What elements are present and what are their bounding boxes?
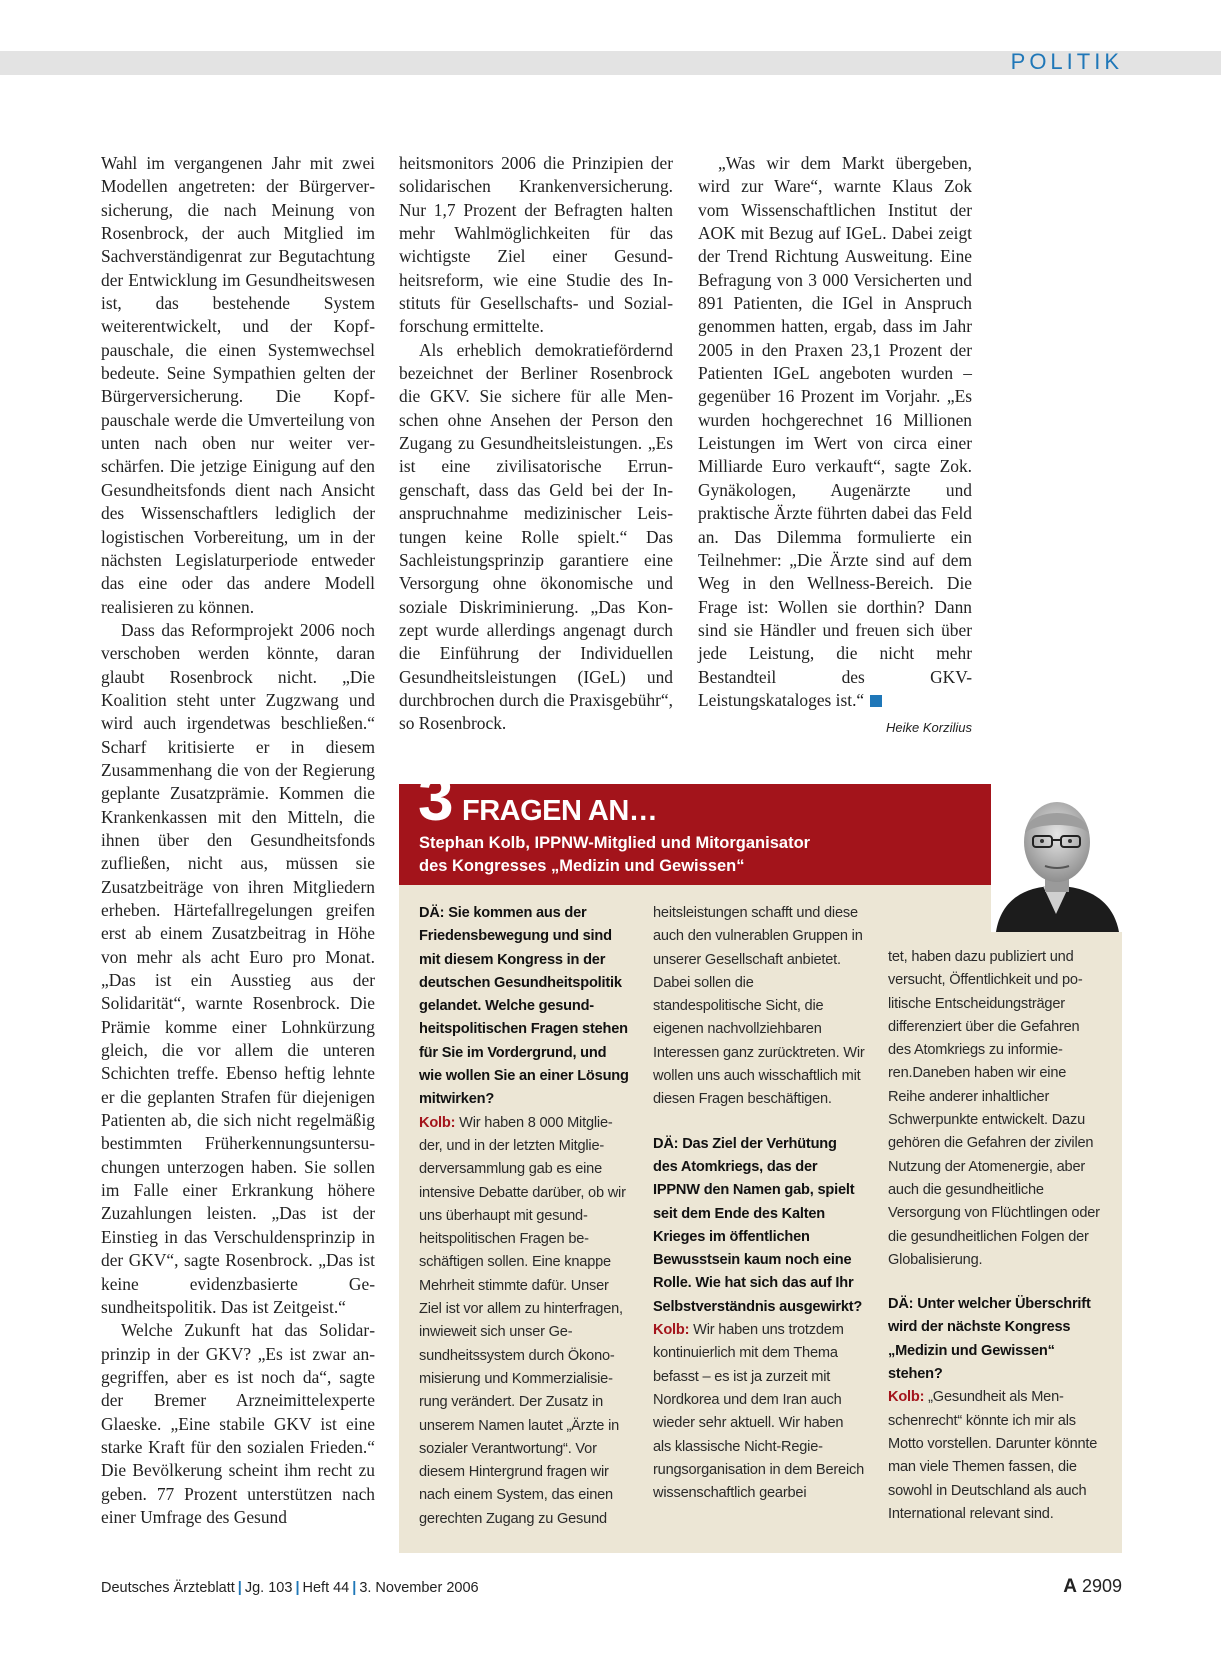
- interview-subtitle-line: des Kongresses „Medizin und Gewissen“: [419, 857, 745, 875]
- article-column-1: [101, 152, 375, 1529]
- footer-separator: |: [237, 1580, 242, 1596]
- interview-subtitle: [419, 832, 939, 878]
- page-number: [1063, 1576, 1122, 1598]
- interview-answer: [653, 1319, 865, 1505]
- journal-volume: Jg. 103: [244, 1580, 293, 1596]
- answer-text: „Gesundheit als Menschenrecht“ könnte ich mir als Motto vorstellen. Darunter könnte man viele Themen fassen, die sowohl in Deutschland als auch International relevant sind.: [888, 1389, 1098, 1522]
- page-number-value: 2909: [1081, 1576, 1122, 1596]
- footer-separator: |: [352, 1580, 357, 1596]
- page-prefix: A: [1063, 1576, 1077, 1597]
- interview-answer-continued: heitsleistungen schafft und diese auch den vulnerablen Gruppen in unserer Gesellschaft anbietet. Dabei sollen die standespolitische Sicht, die eigenen nachvollziehbaren Interessen ganz zurücktreten. Wir wollen uns auch wisschaftlich mit diesen Fragen beschäftigen.: [653, 905, 865, 1108]
- paragraph: heitsmonitors 2006 die Prinzipien der solidarischen Krankenversicherung. Nur 1,7 Prozent der Befragten halten mehr Wahlmöglichkeiten für das wichtigste Ziel einer Gesundheitsreform, wie eine Studie des Instituts für Gesellschafts- und Sozialforschung ermittelte.: [399, 153, 673, 337]
- paragraph: [698, 152, 972, 712]
- article-column-3: [698, 152, 972, 740]
- speaker-label: Kolb:: [653, 1322, 690, 1339]
- interview-subtitle-line: Stephan Kolb, IPPNW-Mitglied und Mitorganisator: [419, 834, 811, 852]
- interview-column-3: [888, 946, 1100, 1526]
- answer-text: Wir haben 8 000 Mitglieder, und in der letzten Mitgliederversammlung gab es eine intensive Debatte darüber, ob wir uns überhaupt mit gesundheitspolitischen Fragen beschäftigen sollen. Eine knappe Mehrheit stimmte dafür. Unser Ziel ist vor allem zu hinterfragen, inwieweit sich unser Gesundheitssystem durch Ökonomisierung und Kommerzialisierung verändert. Der Zusatz in unserem Namen lautet „Ärzte in sozialer Verantwortung“. Vor diesem Hintergrund fragen wir nach einem System, das einen gerechten Zugang zu Gesund: [419, 1114, 626, 1527]
- paragraph: Wahl im vergangenen Jahr mit zwei Modellen angetreten: der Bürgerversicherung, die nach Meinung von Rosenbrock, der auch Mitglied im Sachverständigenrat zur Begutachtung der Entwicklung im Gesundheitswesen ist, das bestehende System weiterentwickelt, und der Kopfpauschale, die einen Systemwechsel bedeute. Seine Sympathien gelten der Bürgerversicherung. Die Kopfpauschale werde die Umverteilung von unten nach oben nur weiter verschärfen. Die jetzige Einigung auf den Gesundheitsfonds dient nach Ansicht des Wissenschaftlers lediglich der logistischen Vorbereitung, um in der nächsten Legislaturperiode entweder das eine oder das andere Modell realisieren zu können.: [101, 153, 375, 617]
- interview-column-2: [653, 902, 865, 1505]
- interview-question: DÄ: Unter welcher Überschrift wird der nächste Kongress „Medizin und Gewissen“ stehen?: [888, 1296, 1091, 1383]
- paragraph: Dass das Reformprojekt 2006 noch verschoben werden könnte, daran glaubt Rosenbrock nicht. „Die Koalition steht unter Zugzwang und wird auch irgendetwas beschließen.“ Scharf kritisierte er in diesem Zusammenhang die von der Regierung geplante Zusatzprämie. Kommen die Krankenkassen mit den Mitteln, die ihnen über den Gesundheitsfonds zufließen, nicht aus, müssen sie Zusatzbeiträge von ihren Mitgliedern erheben. Härtefallregelungen greifen erst ab einem Zusatzbeitrag in Höhe von mehr als acht Euro pro Monat. „Das ist ein Ausstieg aus der Solidarität“, warnte Rosenbrock. Die Prämie komme einer Lohnkürzung gleich, die vor allem die unteren Schichten treffe. Ebenso heftig lehnte er die geplanten Strafen für diejenigen Patienten ab, die sich nicht regelmäßig bestimmten Früherkennungsuntersuchungen unterzogen haben. Sie sollen im Falle einer Erkrankung höhere Zuzahlungen leisten. „Das ist der Einstieg in das Verschuldensprinzip in der GKV“, sagte Rosenbrock. „Das ist keine evidenzbasierte Gesundheitspolitik. Das ist Zeitgeist.“: [101, 619, 375, 1317]
- speaker-label: Kolb:: [419, 1114, 456, 1131]
- answer-text: Wir haben uns trotzdem kontinuierlich mit dem Thema befasst – es ist ja zurzeit mit Nordkorea und dem Iran auch wieder sehr aktuell. Wir haben als klassische Nicht-Regierungsorganisation in dem Bereich wissenschaftlich gearbei: [653, 1322, 865, 1502]
- section-label: POLITIK: [1010, 49, 1123, 74]
- journal-name: Deutsches Ärzteblatt: [101, 1580, 235, 1596]
- interview-answer: [419, 1112, 631, 1531]
- paragraph-text: „Was wir dem Markt übergeben, wird zur Ware“, warnte Klaus Zok vom Wissenschaftlichen Institut der AOK mit Bezug auf IGeL. Dabei zeigt der Trend Richtung Ausweitung. Eine Befragung von 3 000 Versicherten und 891 Patienten, die IGel in Anspruch genommen hatten, ergab, dass im Jahr 2005 in den Praxen 23,1 Prozent der Patienten IGeL angeboten wurden – gegenüber 16 Prozent im Vorjahr. „Es wurden hochgerechnet 16 Millionen Leistungen im Wert von circa einer Milliarde Euro verkauft“, sagte Zok. Gynäkologen, Augenärzte und praktische Ärzte führten dabei das Feld an. Das Dilemma formulierte ein Teilnehmer: „Die Ärzte sind auf dem Weg in den Wellness-Bereich. Die Frage ist: Wollen sie dorthin? Dann sind sie Händler und freuen sich über jede Leistung, die nicht mehr Bestandteil des GKV-Leistungskataloges ist.“: [698, 153, 972, 710]
- interview-answer: [888, 1386, 1100, 1526]
- paragraph: Welche Zukunft hat das Solidarprinzip in der GKV? „Es ist zwar angegriffen, aber es ist noch da“, sagte der Bremer Arzneimittelexperte Glaeske. „Eine stabile GKV ist eine starke Kraft für den sozialen Frieden.“ Die Bevölkerung scheint ihm recht zu geben. 77 Prozent unterstützen nach einer Umfrage des Gesund: [101, 1320, 375, 1527]
- page-footer: [101, 1580, 479, 1596]
- portrait-photo: [991, 784, 1122, 932]
- end-of-article-square-icon: [870, 695, 882, 707]
- portrait-image: [991, 784, 1122, 932]
- interview-number: 3: [418, 762, 454, 834]
- publication-date: 3. November 2006: [359, 1580, 479, 1596]
- interview-column-1: [419, 902, 631, 1531]
- interview-question: DÄ: Sie kommen aus der Friedensbewegung und sind mit diesem Kongress in der deutschen Gesundheitspolitik gelandet. Welche gesundheitspolitischen Fragen stehen für Sie im Vordergrund, und wie wollen Sie an einer Lösung mitwirken?: [419, 905, 629, 1108]
- journal-issue: Heft 44: [302, 1580, 350, 1596]
- author-byline: Heike Korzilius: [886, 720, 972, 736]
- interview-title: FRAGEN AN…: [462, 795, 658, 827]
- interview-answer-continued: tet, haben dazu publiziert und versucht, Öffentlichkeit und politische Entscheidungsträger differenziert über die Gefahren des Atomkriegs zu informieren.Daneben haben wir eine Reihe anderer inhaltlicher Schwerpunkte entwickelt. Dazu gehören die Gefahren der zivilen Nutzung der Atomenergie, aber auch die gesundheitliche Versorgung von Flüchtlingen oder die gesundheitlichen Folgen der Globalisierung.: [888, 949, 1100, 1268]
- speaker-label: Kolb:: [888, 1389, 925, 1406]
- paragraph: Als erheblich demokratiefördernd bezeichnet der Berliner Rosenbrock die GKV. Sie sichere für alle Menschen ohne Ansehen der Person den Zugang zu Gesundheitsleistungen. „Es ist eine zivilisatorische Errungenschaft, dass das Geld bei der Inanspruchnahme medizinischer Leistungen keine Rolle spielt.“ Das Sachleistungsprinzip garantiere eine Versorgung ohne ökonomische und soziale Diskriminierung. „Das Konzept wurde allerdings angenagt durch die Einführung der Individuellen Gesundheitsleistungen (IGeL) und durchbrochen durch die Praxisgebühr“, so Rosenbrock.: [399, 339, 673, 734]
- footer-separator: |: [295, 1580, 300, 1596]
- interview-question: DÄ: Das Ziel der Verhütung des Atomkriegs, das der IPPNW den Namen gab, spielt seit dem Ende des Kalten Krieges im öffentlichen Bewusstsein kaum noch eine Rolle. Wie hat sich das auf Ihr Selbstverständnis ausgewirkt?: [653, 1135, 863, 1315]
- article-column-2: [399, 152, 673, 736]
